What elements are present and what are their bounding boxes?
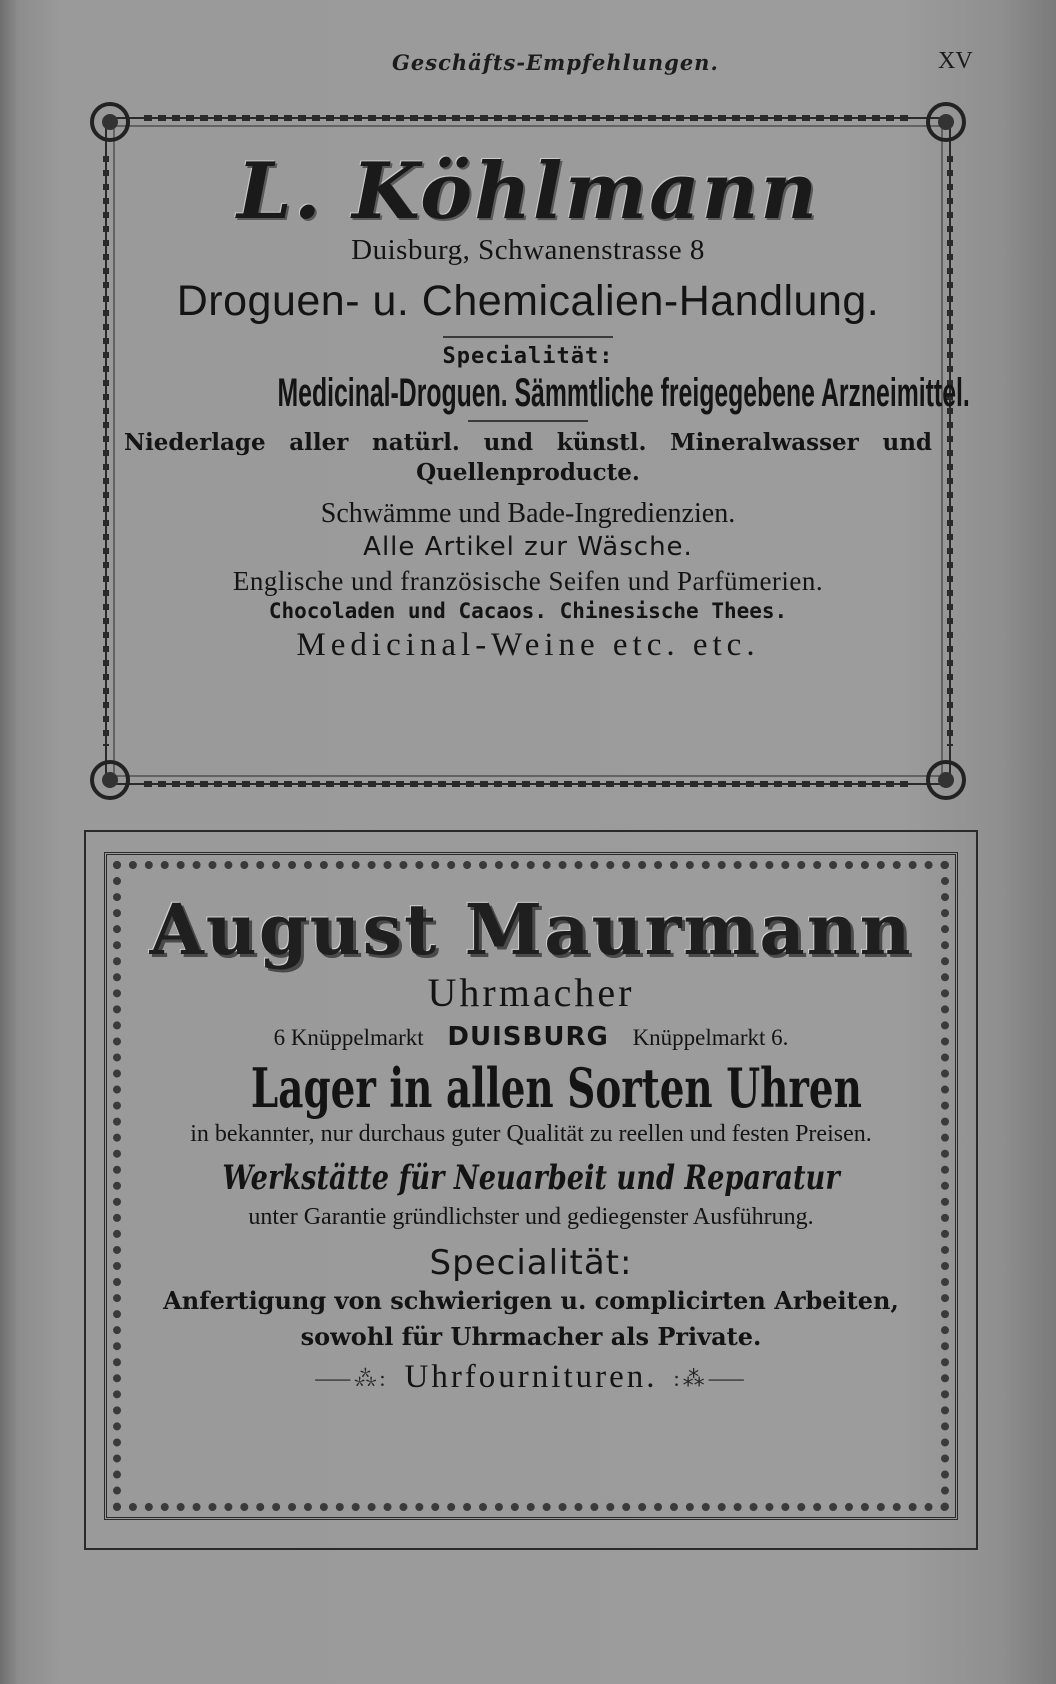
advertisement-maurmann <box>84 830 978 1550</box>
ad-content <box>142 888 920 1492</box>
mineral-water-line: Niederlage aller natürl. und künstl. Mineralwasser und Quellenproducte. <box>124 429 932 486</box>
flourish-right-icon: :⁂⸺ <box>673 1366 748 1391</box>
specialty-line-1: Anfertigung von schwierigen u. complicirten Arbeiten, <box>163 1286 899 1315</box>
address-left: 6 Knüppelmarkt <box>273 1025 424 1050</box>
guarantee-line: unter Garantie gründlichster und gediegenster Ausführung. <box>248 1204 814 1230</box>
sponges-line: Schwämme und Bade-Ingredienzien. <box>320 498 736 529</box>
address-right: Knüppelmarkt 6. <box>632 1025 789 1050</box>
running-title: Geschäfts-Empfehlungen. <box>392 50 719 75</box>
laundry-line: Alle Artikel zur Wäsche. <box>363 532 693 562</box>
supplies-text: Uhrfournituren. <box>404 1359 658 1395</box>
running-head <box>0 44 1056 84</box>
quality-line: in bekannter, nur durchaus guter Qualität zu reellen und festen Preisen. <box>190 1121 872 1147</box>
city: DUISBURG <box>447 1022 609 1052</box>
specialty-label: Specialität: <box>442 344 614 369</box>
specialty-label: Specialität: <box>429 1243 633 1283</box>
page-number: XV <box>938 48 973 74</box>
divider <box>443 336 613 338</box>
ad-content <box>124 146 970 746</box>
trade: Uhrmacher <box>427 970 635 1015</box>
stock-headline: Lager in allen Sorten Uhren <box>250 1056 862 1120</box>
supplies-line <box>142 1359 920 1396</box>
business-type: Droguen- u. Chemicalien-Handlung. <box>176 277 880 325</box>
company-name: August Maurmann <box>149 888 913 971</box>
advertisement-koehlmann <box>84 96 972 806</box>
address <box>142 1022 920 1052</box>
soaps-line: Englische und französische Seifen und Parfümerien. <box>232 566 824 596</box>
specialty-text: Medicinal-Droguen. Sämmtliche freigegebene Arzneimittel. <box>277 371 970 415</box>
flourish-left-icon: ⸺⁂: <box>314 1366 389 1391</box>
address: Duisburg, Schwanenstrasse 8 <box>351 234 705 266</box>
company-name: L. Köhlmann <box>236 146 820 237</box>
divider <box>468 420 588 422</box>
wines-line: Medicinal-Weine etc. etc. <box>296 627 760 663</box>
specialty-line-2: sowohl für Uhrmacher als Private. <box>300 1322 762 1351</box>
workshop-headline: Werkstätte für Neuarbeit und Reparatur <box>222 1158 840 1198</box>
chocolate-line: Chocoladen und Cacaos. Chinesische Thees. <box>268 599 788 623</box>
